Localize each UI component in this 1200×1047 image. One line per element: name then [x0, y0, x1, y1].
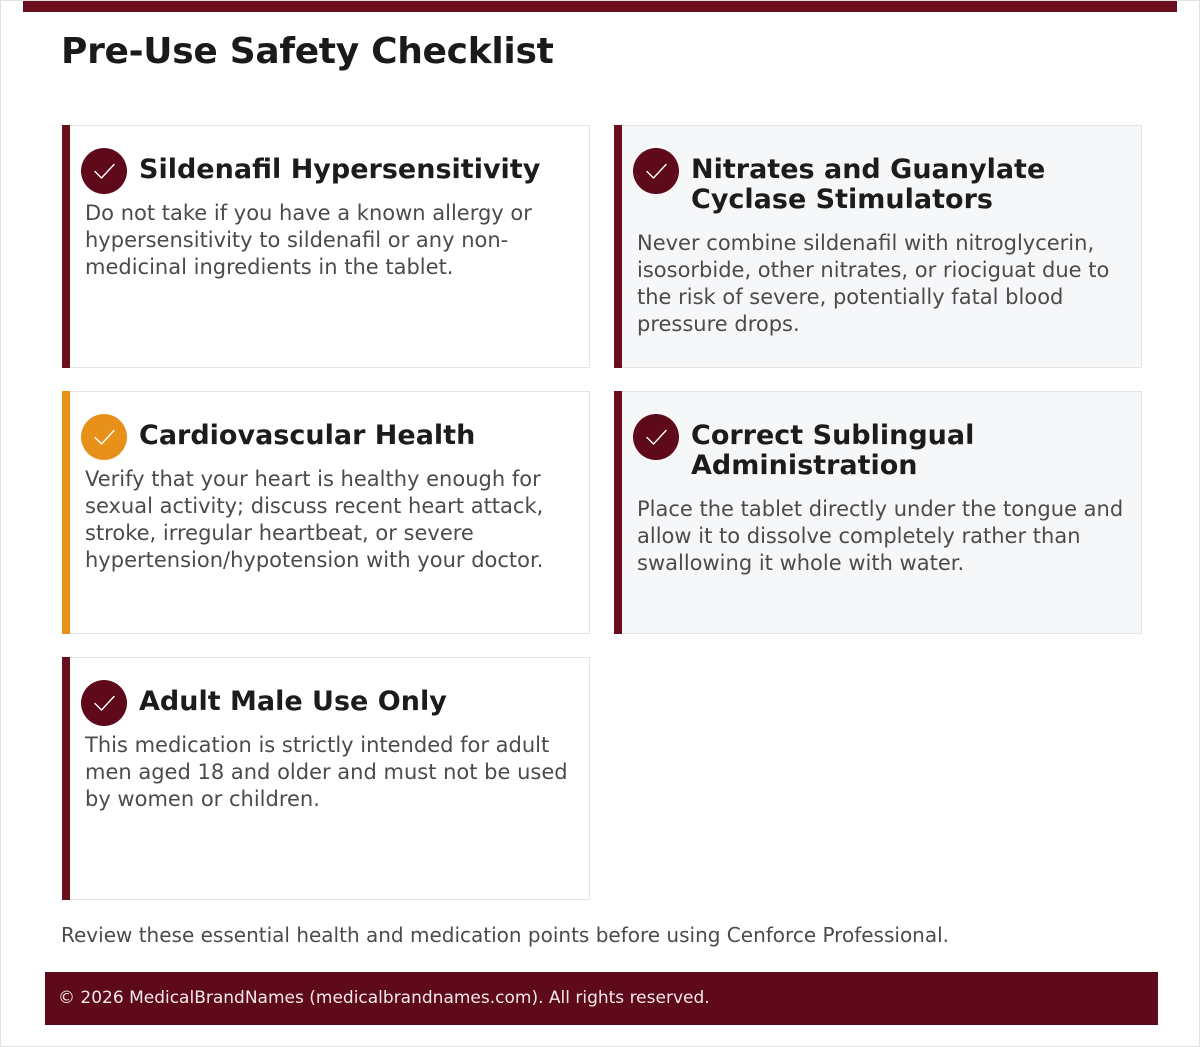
checkmark-icon	[633, 414, 679, 460]
page-title: Pre-Use Safety Checklist	[61, 31, 554, 72]
checklist-card-body: Place the tablet directly under the tongue and allow it to dissolve completely rather than swallowing it whole with water.	[637, 497, 1124, 575]
checklist-card-title: Correct Sublingual Administration	[691, 420, 975, 481]
checklist-card	[614, 391, 1142, 634]
checklist-card-title: Nitrates and Guanylate Cyclase Stimulators	[691, 154, 1046, 215]
checklist-card	[62, 657, 590, 900]
checklist-card-body: Verify that your heart is healthy enough for sexual activity; discuss recent heart attack, stroke, irregular heartbeat, or severe hypertension/hypotension with your doctor.	[85, 467, 544, 572]
top-accent-bar	[23, 1, 1177, 12]
checklist-card-body: Do not take if you have a known allergy or hypersensitivity to sildenafil or any non-medicinal ingredients in the tablet.	[85, 201, 532, 279]
checkmark-icon	[633, 148, 679, 194]
checklist-card-title: Cardiovascular Health	[139, 420, 476, 451]
checklist-card-title: Sildenafil Hypersensitivity	[139, 154, 541, 185]
checklist-card-title: Adult Male Use Only	[139, 686, 447, 717]
checklist-card	[62, 125, 590, 368]
footer	[45, 972, 1158, 1025]
intro-text: Review these essential health and medication points before using Cenforce Professional.	[61, 923, 950, 947]
checklist-card-body: Never combine sildenafil with nitroglycerin, isosorbide, other nitrates, or riociguat due to the risk of severe, potentially fatal blood pressure drops.	[637, 231, 1110, 336]
checkmark-icon	[81, 414, 127, 460]
checklist-card	[614, 125, 1142, 368]
checkmark-icon	[81, 680, 127, 726]
checkmark-icon	[81, 148, 127, 194]
checklist-card-caution	[62, 391, 590, 634]
copyright-text: © 2026 MedicalBrandNames (medicalbrandnames.com). All rights reserved.	[58, 988, 710, 1008]
checklist-card-body: This medication is strictly intended for adult men aged 18 and older and must not be used by women or children.	[85, 733, 568, 811]
